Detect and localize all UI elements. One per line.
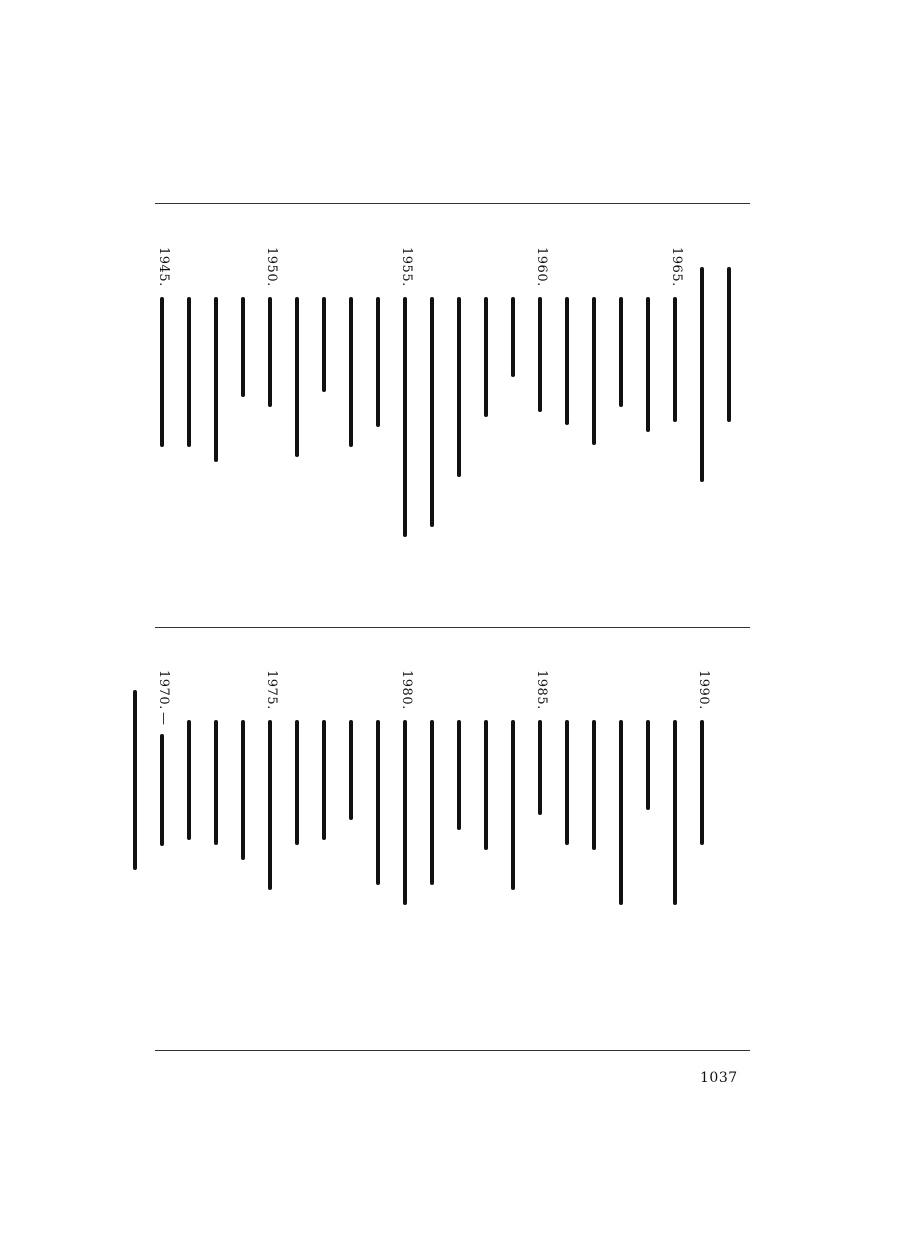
mongolian-script-line (484, 720, 488, 850)
mongolian-script-line (538, 297, 542, 412)
mongolian-script-line (241, 720, 245, 860)
mongolian-script-line (565, 297, 569, 425)
mongolian-script-line (619, 720, 623, 905)
mongolian-script-line (511, 297, 515, 377)
mongolian-script-line (511, 720, 515, 890)
mongolian-script-line (727, 267, 731, 422)
year-label: 1945. (156, 247, 171, 287)
mongolian-script-line (673, 297, 677, 422)
mongolian-script-line (187, 720, 191, 840)
mongolian-script-line (214, 720, 218, 845)
mongolian-script-line (457, 720, 461, 830)
mongolian-script-line (646, 720, 650, 810)
lower-text-block (156, 668, 745, 1038)
mongolian-script-line (349, 297, 353, 447)
mongolian-script-line (322, 297, 326, 392)
mongolian-script-line (700, 720, 704, 845)
mongolian-script-line (403, 720, 407, 905)
em-dash: — (156, 712, 171, 726)
middle-rule (155, 627, 750, 628)
mongolian-script-line (673, 720, 677, 905)
mongolian-script-line (538, 720, 542, 815)
mongolian-script-line (187, 297, 191, 447)
year-label: 1975. (264, 670, 279, 710)
year-label: 1990. (696, 670, 711, 710)
mongolian-script-line (592, 297, 596, 445)
mongolian-script-line (295, 720, 299, 845)
mongolian-script-line (403, 297, 407, 537)
mongolian-script-line (484, 297, 488, 417)
mongolian-script-line (214, 297, 218, 462)
year-label: 1955. (399, 247, 414, 287)
mongolian-script-line (430, 297, 434, 527)
year-label: 1960. (534, 247, 549, 287)
page-number: 1037 (700, 1070, 738, 1086)
mongolian-script-line (322, 720, 326, 840)
year-label: 1965. (669, 247, 684, 287)
bottom-rule (155, 1050, 750, 1051)
mongolian-script-line (160, 734, 164, 846)
mongolian-script-line (160, 297, 164, 447)
mongolian-script-line (241, 297, 245, 397)
mongolian-script-line (268, 297, 272, 407)
mongolian-script-line (349, 720, 353, 820)
year-label: 1970. (156, 670, 171, 710)
mongolian-script-line (565, 720, 569, 845)
mongolian-script-line (700, 267, 704, 482)
mongolian-script-line (646, 297, 650, 432)
year-label: 1950. (264, 247, 279, 287)
mongolian-script-line (457, 297, 461, 477)
year-label: 1980. (399, 670, 414, 710)
mongolian-script-line (619, 297, 623, 407)
upper-text-block (156, 245, 745, 615)
mongolian-script-line (430, 720, 434, 885)
mongolian-script-line (295, 297, 299, 457)
mongolian-script-line (268, 720, 272, 890)
mongolian-script-line (376, 297, 380, 427)
top-rule (155, 203, 750, 204)
mongolian-script-line (592, 720, 596, 850)
mongolian-script-line (133, 690, 137, 870)
mongolian-script-line (376, 720, 380, 885)
year-label: 1985. (534, 670, 549, 710)
